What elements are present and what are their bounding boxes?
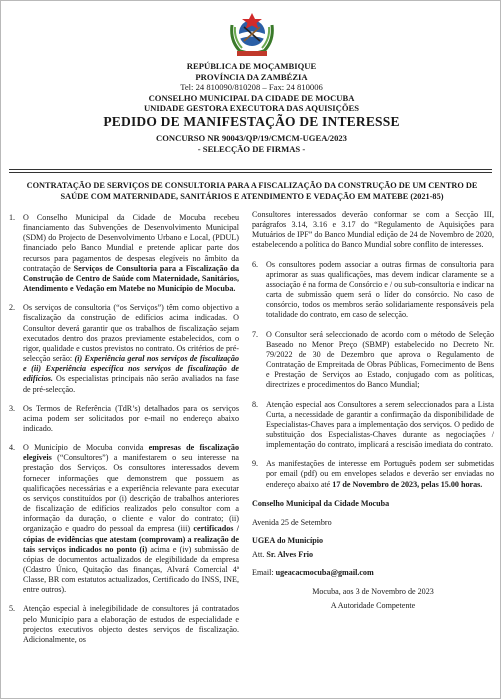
right-column — [252, 210, 494, 620]
contact-email-line: Email: ugeacacmocuba@gmail.com — [252, 568, 374, 578]
clause-1: 1. O Conselho Municipal da Cidade de Mocuba recebeu financiamento das Subvenções de Desenvolvimento Municipal (SDM) do Projecto de Desenvolvimento Urbano e Local, (PDUL) financiado pelo Banco Mundial e pretende aplicar parte dos recursos para pagamentos de despesas elegíveis no âmbito da contratação de Serviços de Consultoria para a Fiscalização da Construção de Centro de Saúde com Maternidade, Sanitários, Atendimento e Vedação em Matebe no Município de Mocuba. — [9, 213, 239, 294]
notice-title: PEDIDO DE MANIFESTAÇÃO DE INTERESSE — [103, 114, 400, 129]
signing-authority: A Autoridade Competente — [330, 600, 416, 610]
clause-2: 2. Os serviços de consultoria (“os Serviços”) têm como objectivo a fiscalização da construção de edifícios acima indicadas. O Consultor deverá garantir que os trabalhos de fiscalização sejam executados dentro dos prazos previamente estabelecidos, com o rigor, qualidade e custos previstos no contrato. Os critérios de pré-selecção serão: (i) Experiência geral nos serviços de fiscalização e (ii) Experiência específica nos serviços de fiscalização de edifícios. Os especialistas principais não serão avaliados na fase de pré-selecção. — [9, 303, 239, 394]
province-line: PROVÍNCIA DA ZAMBÉZIA — [195, 71, 308, 82]
contact-organisation: Conselho Municipal da Cidade Mocuba — [252, 498, 390, 508]
selection-type: - SELECÇÃO DE FIRMAS - — [197, 143, 306, 154]
phone-fax-line: Tel: 24 810090/810208 – Fax: 24 810006 — [180, 82, 323, 92]
contact-attention: Att. Sr. Alves Frio — [252, 550, 314, 560]
clause-8: 8. Atenção especial aos Consultores a serem seleccionados para a Lista Curta, a necessidade de garantir a confirmação da disponibilidade de Especialistas-Chaves para a implementação dos serviços. O pedido de substituição dos Especialistas-Chaves durante as negociações / implementação do contrato, implicará a rescisão imediata do contrato. — [252, 399, 494, 450]
procurement-unit-line: UNIDADE GESTORA EXECUTORA DAS AQUISIÇÕES — [143, 103, 360, 113]
mozambique-coat-of-arms-icon — [226, 7, 278, 57]
subject-heading: CONTRATAÇÃO DE SERVIÇOS DE CONSULTORIA PARA A FISCALIZAÇÃO DA CONSTRUÇÃO DE UM CENTRO DE SAÚDE COM MATERNIDADE, SANITÁRIOS E ATENDIMENTO E VEDAÇÃO EM MATEBE (2021-85) — [26, 181, 478, 201]
clause-number: 1. — [9, 213, 16, 222]
contact-address: Avenida 25 de Setembro — [252, 517, 332, 527]
clause-5-continued: Consultores interessados deverão conformar se com a Secção III, parágrafos 3.14, 3.16 e 3.17 do “Regulamento de Aquisições para Mutuários de IPF” do Banco Mundial edição de 24 de Novembro de 2020, estabelecendo a política do Banco Mundial sobre conflito de interesses. — [252, 210, 494, 250]
divider-top — [9, 169, 492, 170]
clause-5: 5. Atenção especial à inelegibilidade de consultores já contratados pelo Município para a elaboração de estudos de especialidade e projectos executivos objecto destes serviços de fiscalização. Adicionalmente, os — [9, 604, 239, 644]
divider-top-double — [9, 172, 492, 173]
clause-number: 5. — [9, 604, 16, 614]
contact-block — [252, 499, 494, 611]
clause-number: 2. — [9, 303, 16, 313]
council-line: CONSELHO MUNICIPAL DA CIDADE DE MOCUBA — [148, 92, 355, 103]
clause-number: 6. — [252, 259, 259, 269]
clause-6: 6. Os consultores podem associar a outras firmas de consultoria para aprimorar as suas qualificações, mas devem indicar claramente se a associação é na forma de Consórcio e / ou sub-consultoria e indicar na carta de submissão quem será o líder do consórcio. No caso de consórcio, todos os membros serão solidariamente responsáveis pela totalidade do contrato, em caso de selecção. — [252, 259, 494, 320]
contact-person: Sr. Alves Frio — [266, 550, 314, 560]
clause-3: 3. Os Termos de Referência (TdR’s) detalhados para os serviços acima podem ser solicitados por e-mail no endereço abaixo indicado. — [9, 403, 239, 433]
clause-number: 3. — [9, 403, 16, 413]
clause-number: 7. — [252, 329, 259, 339]
clause-4: 4. O Município de Mocuba convida empresas de fiscalização elegíveis (“Consultores”) a manifestarem o seu interesse na prestação dos Serviços. Os consultores interessados devem fornecer informações que demonstrem que possuem as qualificações necessárias e a experiência relevante para executar os serviços constituídos por (i) descrição de trabalhos anteriores de fiscalização de edifícios realizados pelo consultor com a informação da duração, o cliente e valor do contrato; (ii) organização e quadro do pessoal da empresa (iii) certificados / cópias de evidências que atestam (comprovam) a realização de tais serviços indicados no ponto (i) acima e (iv) submissão de cópias de documentos actualizados de elegibilidade da empresa (Cdastro Único, Quitação das finanças, Alvará Comercial 4ª Classe, BR com estatutos actualizados, Certificado do INSS, INE, entre outros). — [9, 443, 240, 595]
signing-date: Mocuba, aos 3 de Novembro de 2023 — [312, 586, 434, 596]
clause-number: 9. — [252, 459, 259, 469]
tender-reference: CONCURSO NR 90043/QP/19/CMCM-UGEA/2023 — [156, 133, 347, 143]
contact-unit: UGEA do Município — [252, 536, 324, 546]
letterhead — [1, 61, 501, 114]
left-column — [9, 213, 239, 654]
tender-reference-block — [1, 133, 501, 155]
clause-number: 4. — [9, 443, 16, 453]
country-line: REPÚBLICA DE MOÇAMBIQUE — [186, 61, 317, 71]
clause-7: 7. O Consultor será seleccionado de acordo com o método de Seleção Baseado no Menor Preço (SBMP) estabelecido no Decreto Nr. 79/2022 de 30 de Dezembro que aprova o Regulamento de Contratação de Empreitada de Obras Públicas, Fornecimento de Bens e Prestação de Serviços ao Estado, conjugado com as políticas, directrizes e procedimentos do Banco Mundial; — [252, 329, 494, 390]
clause-number: 8. — [252, 399, 259, 409]
clause-9: 9. As manifestações de interesse em Português podem ser submetidas por email (pdf) ou em envelopes selados e deverão ser enviadas no endereço abaixo até 17 de Novembro de 2023, pelas 15.00 horas. — [252, 459, 494, 489]
contact-email: ugeacacmocuba@gmail.com — [275, 568, 374, 578]
